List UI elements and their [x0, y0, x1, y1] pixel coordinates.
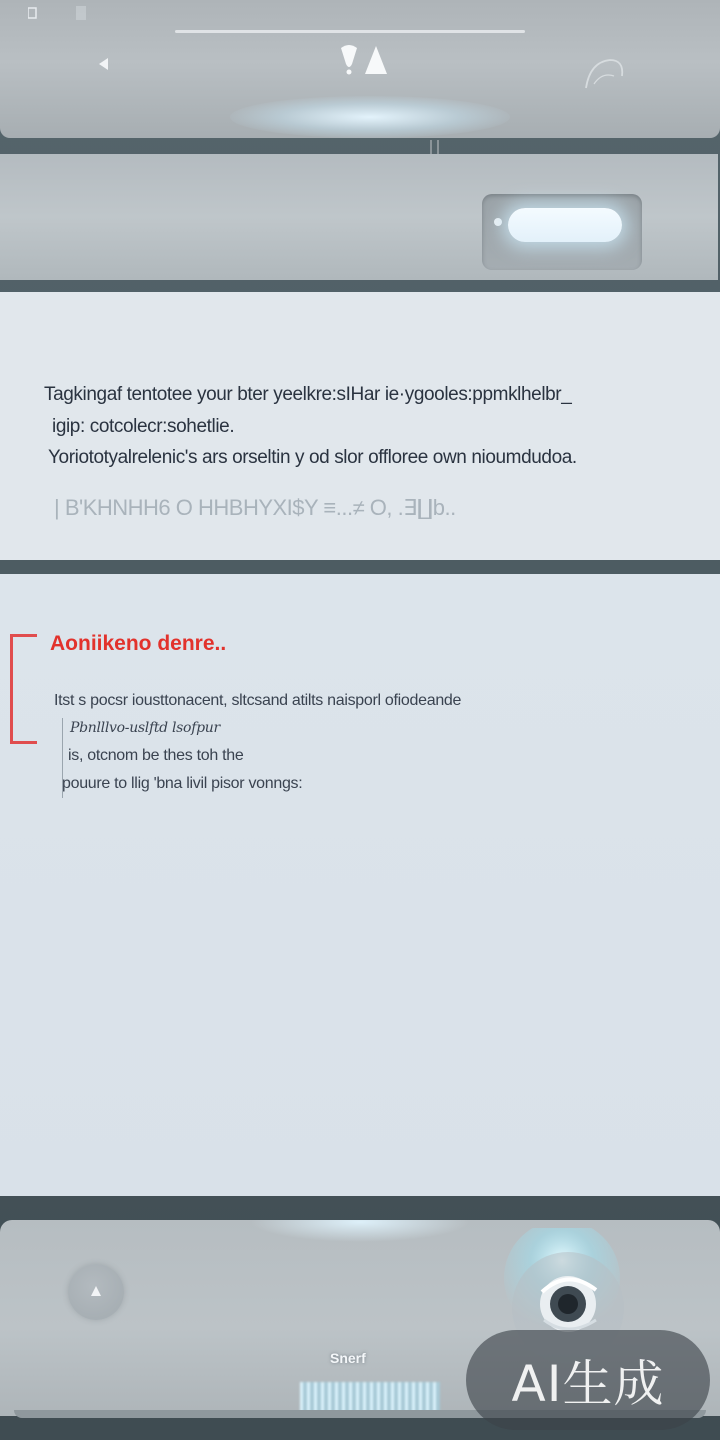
- divider-handle-icon: [428, 140, 444, 154]
- notice-text-line: Itst s pocsr iousttonacent, sltcsand atilts naisporl ofiodeande: [54, 692, 462, 709]
- toggle-indicator-dot: [494, 218, 502, 226]
- brand-label: Snerf: [330, 1350, 366, 1366]
- info-text-line: Tagkingaf tentotee your bter yeelkre:sIHar ie·ygooles:ppmklhelbr_: [44, 384, 572, 405]
- watermark-text: AI生成: [511, 1355, 665, 1413]
- top-highlight-line: [175, 30, 525, 33]
- bell-icon[interactable]: [338, 42, 360, 76]
- info-panel: [0, 292, 720, 560]
- notice-text-line: is, otcnom be thes toh the: [68, 747, 244, 764]
- info-text-line: igip: cotcolecr:sohetlie.: [52, 416, 235, 437]
- accent-bracket: [10, 634, 37, 744]
- bottom-top-glow: [250, 1220, 470, 1242]
- top-bar: [0, 0, 720, 138]
- faded-caption: | B'KHNHH6 O HHBHYXI$Y ≡...≠ O, .∃∐b..: [54, 495, 456, 520]
- back-icon[interactable]: [96, 56, 110, 72]
- home-icon: [89, 1284, 103, 1298]
- toggle-switch-icon[interactable]: [508, 208, 622, 242]
- notice-signature-line: Pbnlllvo-uslftd lsofpur: [70, 720, 220, 736]
- triangle-icon[interactable]: [364, 44, 388, 76]
- section-title: Aoniikeno denre..: [50, 632, 227, 655]
- bottom-glow: [300, 1382, 440, 1412]
- swirl-icon[interactable]: [580, 54, 628, 94]
- corner-marks-icon: [28, 6, 90, 22]
- home-button[interactable]: [68, 1264, 124, 1320]
- top-glow: [230, 96, 510, 138]
- info-text-line: Yoriototyalrelenic's ars orseltin y od slor offloree own nioumdudoa.: [48, 447, 577, 468]
- notice-text-line: pouure to llig 'bna livil pisor vonngs:: [62, 775, 303, 792]
- ai-generated-watermark: [466, 1330, 710, 1430]
- notice-panel: [0, 574, 720, 1196]
